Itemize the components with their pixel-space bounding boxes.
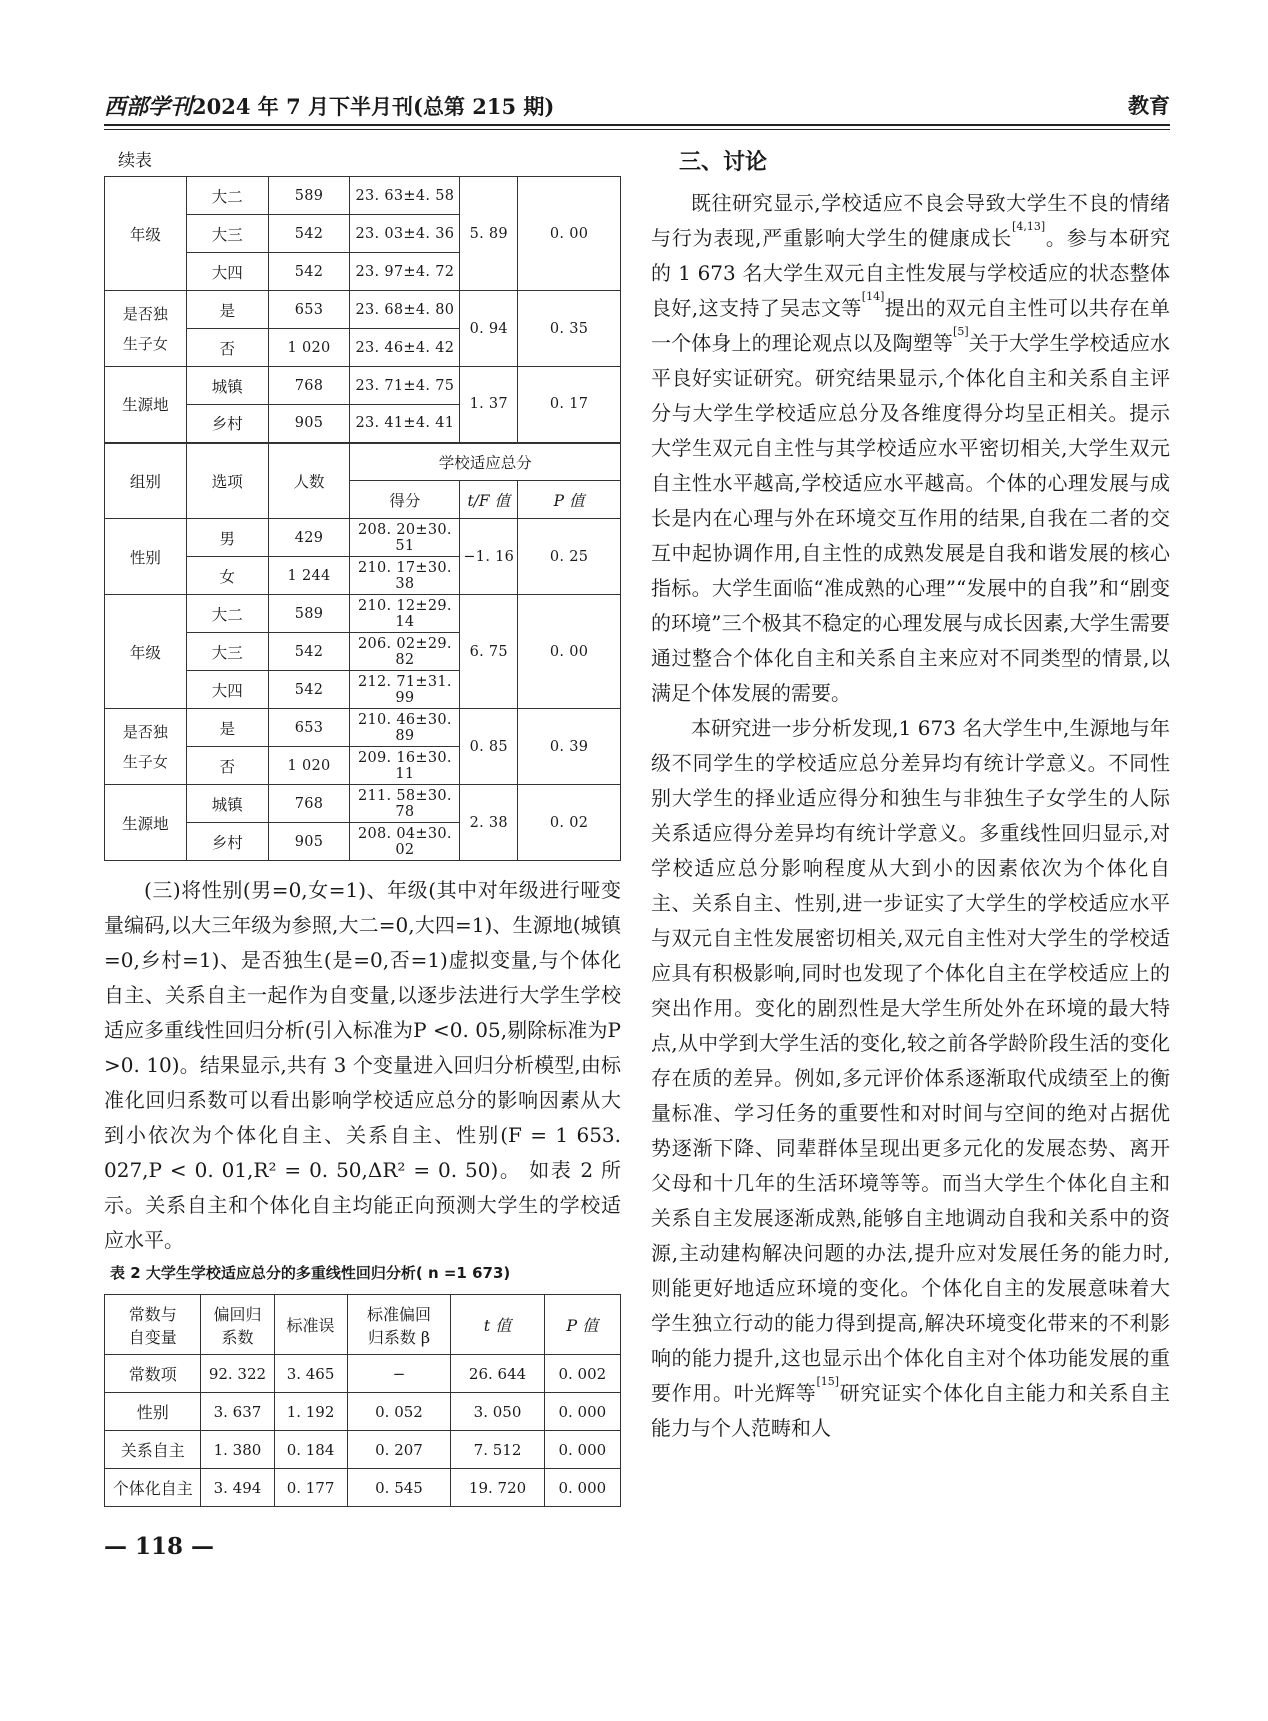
table-continued-label: 续表 (118, 151, 152, 171)
count-cell: 542 (268, 253, 350, 291)
tf-value-cell: 1. 37 (460, 367, 518, 443)
regression-paragraph: (三)将性别(男=0,女=1)、年级(其中对年级进行哑变量编码,以大三年级为参照,大二=0,大四=1)、生源地(城镇=0,乡村=1)、是否独生(是=0,否=1)虚拟变量,与个体化自主、关系自主一起作为自变量,以逐步法进行大学生学校适应多重线性回归分析(引入标准为P <0. 05,剔除标准为P >0. 10)。结果显示,共有 3 个变量进入回归分析模型,由标准化回归系数可以看出影响学校适应总分的影响因素从大到小依次为个体化自主、关系自主、性别(F = 1 653. 027,P < 0. 01,R² = 0. 50,ΔR² = 0. 50)。 如表 2 所示。关系自主和个体化自主均能正向预测大学生的学校适应水平。 (104, 878, 621, 1252)
option-cell: 大四 (186, 671, 268, 709)
p-value-cell: 0. 00 (518, 595, 621, 709)
score-cell: 206. 02±29. 82 (350, 633, 460, 671)
score-cell: 210. 12±29. 14 (350, 595, 460, 633)
tf-value-cell: −1. 16 (460, 519, 518, 595)
option-cell: 大三 (186, 633, 268, 671)
option-cell: 否 (186, 329, 268, 367)
col-header-total: 学校适应总分 (350, 443, 621, 481)
option-cell: 大三 (186, 215, 268, 253)
p-value-cell: 0. 02 (518, 785, 621, 861)
group-cell: 是否独 生子女 (105, 709, 187, 785)
value-cell: 26. 644 (451, 1355, 544, 1393)
discussion-paragraph-2: 本研究进一步分析发现,1 673 名大学生中,生源地与年级不同学生的学校适应总分差异均有统计学意义。不同性别大学生的择业适应得分和独生与非独生子女学生的人际关系适应得分差异均有统计学意义。多重线性回归显示,对学校适应总分影响程度从大到小的因素依次为个体化自主、关系自主、性别,进一步证实了大学生的学校适应水平与双元自主性发展密切相关,双元自主性对大学生的学校适应具有积极影响,同时也发现了个体化自主在学校适应上的突出作用。变化的剧烈性是大学生所处外在环境的最大特点,从中学到大学生活的变化,较之前各学龄阶段生活的变化存在质的差异。例如,多元评价体系逐渐取代成绩至上的衡量标准、学习任务的重要性和对时间与空间的绝对占据优势逐渐下降、同辈群体呈现出更多元化的发展态势、离开父母和十几年的生活环境等等。而当大学生个体化自主和关系自主发展逐渐成熟,能够自主地调动自我和关系中的资源,主动建构解决问题的办法,提升应对发展任务的能力时,则能更好地适应环境的变化。个体化自主的发展意味着大学生独立行动的能力得到提高,解决环境变化带来的不利影响的能力提升,这也显示出个体化自主对个体功能发展的重要作用。叶光辉等[15]研究证实个体化自主能力和关系自主能力与个人范畴和人 (651, 716, 1170, 1440)
section-heading: 三、讨论 (679, 150, 768, 175)
count-cell: 1 244 (268, 557, 350, 595)
section-label: 教育 (1128, 94, 1170, 118)
count-cell: 589 (268, 177, 350, 215)
count-cell: 1 020 (268, 329, 350, 367)
tf-value-cell: 0. 94 (460, 291, 518, 367)
col-header-option: 选项 (186, 443, 268, 519)
col-header-tf: t/F 值 (460, 481, 518, 519)
score-cell: 208. 20±30. 51 (350, 519, 460, 557)
value-cell: 0. 545 (347, 1469, 451, 1507)
score-cell: 23. 68±4. 80 (350, 291, 460, 329)
value-cell: 0. 177 (274, 1469, 347, 1507)
discussion-paragraph-1: 既往研究显示,学校适应不良会导致大学生不良的情绪与行为表现,严重影响大学生的健康成长[4,13]。参与本研究的 1 673 名大学生双元自主性发展与学校适应的状态整体良好,这支持了吴志文等[14]提出的双元自主性可以共存在单一个体身上的理论观点以及陶塑等[5]关于大学生学校适应水平良好实证研究。研究结果显示,个体化自主和关系自主评分与大学生学校适应总分及各维度得分均呈正相关。提示大学生双元自主性与其学校适应水平密切相关,大学生双元自主性水平越高,学校适应水平越高。个体的心理发展与成长是内在心理与外在环境交互作用的结果,自我在二者的交互中起协调作用,自主性的成熟发展是自我和谐发展的核心指标。大学生面临“准成熟的心理”“发展中的自我”和“剧变的环境”三个极其不稳定的心理发展与成长因素,大学生需要通过整合个体化自主和关系自主来应对不同类型的情景,以满足个体发展的需要。 (651, 191, 1171, 705)
value-cell: 3. 465 (274, 1355, 347, 1393)
count-cell: 768 (268, 367, 350, 405)
table-row (105, 367, 621, 405)
tf-value-cell: 0. 85 (460, 709, 518, 785)
t2-col-header: 标准偏回 归系数 β (347, 1295, 451, 1355)
value-cell: 0. 184 (274, 1431, 347, 1469)
p-value-cell: 0. 00 (518, 177, 621, 291)
table-row (105, 1431, 621, 1469)
value-cell: 0. 002 (544, 1355, 620, 1393)
option-cell: 乡村 (186, 405, 268, 443)
score-cell: 212. 71±31. 99 (350, 671, 460, 709)
option-cell: 大二 (186, 177, 268, 215)
group-cell: 生源地 (105, 785, 187, 861)
table-row (105, 1355, 621, 1393)
t2-col-header: P 值 (544, 1295, 620, 1355)
option-cell: 大四 (186, 253, 268, 291)
table-row (105, 1469, 621, 1507)
score-cell: 23. 71±4. 75 (350, 367, 460, 405)
score-cell: 208. 04±30. 02 (350, 823, 460, 861)
value-cell: 3. 494 (201, 1469, 274, 1507)
header-rule-thin (104, 129, 1170, 130)
score-cell: 23. 63±4. 58 (350, 177, 460, 215)
count-cell: 589 (268, 595, 350, 633)
col-header-p: P 值 (518, 481, 621, 519)
col-header-count: 人数 (268, 443, 350, 519)
t2-col-header: 标准误 (274, 1295, 347, 1355)
right-column (651, 142, 1170, 1446)
option-cell: 乡村 (186, 823, 268, 861)
col-header-score: 得分 (350, 481, 460, 519)
variable-cell: 常数项 (105, 1355, 201, 1393)
table1-continued (104, 176, 621, 861)
score-cell: 23. 41±4. 41 (350, 405, 460, 443)
group-cell: 是否独 生子女 (105, 291, 187, 367)
score-cell: 211. 58±30. 78 (350, 785, 460, 823)
col-header-group: 组别 (105, 443, 187, 519)
option-cell: 大二 (186, 595, 268, 633)
count-cell: 429 (268, 519, 350, 557)
t2-col-header: 偏回归 系数 (201, 1295, 274, 1355)
value-cell: 3. 637 (201, 1393, 274, 1431)
journal-issue: 2024 年 7 月下半月刊(总第 215 期) (192, 94, 555, 119)
table-row (105, 177, 621, 215)
group-cell: 性别 (105, 519, 187, 595)
table-row (105, 595, 621, 633)
variable-cell: 关系自主 (105, 1431, 201, 1469)
value-cell: 1. 380 (201, 1431, 274, 1469)
page-number: — 118 — (104, 1533, 215, 1560)
table-row (105, 785, 621, 823)
t2-col-header: t 值 (451, 1295, 544, 1355)
count-cell: 905 (268, 405, 350, 443)
value-cell: 0. 207 (347, 1431, 451, 1469)
count-cell: 542 (268, 633, 350, 671)
option-cell: 城镇 (186, 785, 268, 823)
count-cell: 1 020 (268, 747, 350, 785)
page-header (104, 90, 1170, 126)
p-value-cell: 0. 39 (518, 709, 621, 785)
table2-caption: 表 2 大学生学校适应总分的多重线性回归分析( n =1 673) (110, 1264, 511, 1282)
tf-value-cell: 2. 38 (460, 785, 518, 861)
tf-value-cell: 6. 75 (460, 595, 518, 709)
t2-col-header: 常数与 自变量 (105, 1295, 201, 1355)
group-cell: 年级 (105, 177, 187, 291)
value-cell: 92. 322 (201, 1355, 274, 1393)
value-cell: 0. 052 (347, 1393, 451, 1431)
count-cell: 768 (268, 785, 350, 823)
tf-value-cell: 5. 89 (460, 177, 518, 291)
value-cell: 3. 050 (451, 1393, 544, 1431)
table-row (105, 519, 621, 557)
group-cell: 年级 (105, 595, 187, 709)
option-cell: 是 (186, 709, 268, 747)
value-cell: 1. 192 (274, 1393, 347, 1431)
journal-title (104, 90, 554, 121)
journal-logo: 西部学刊 (104, 94, 193, 120)
count-cell: 542 (268, 671, 350, 709)
table-row (105, 1393, 621, 1431)
p-value-cell: 0. 35 (518, 291, 621, 367)
count-cell: 653 (268, 709, 350, 747)
count-cell: 653 (268, 291, 350, 329)
value-cell: − (347, 1355, 451, 1393)
score-cell: 209. 16±30. 11 (350, 747, 460, 785)
group-cell: 生源地 (105, 367, 187, 443)
value-cell: 19. 720 (451, 1469, 544, 1507)
score-cell: 23. 97±4. 72 (350, 253, 460, 291)
value-cell: 7. 512 (451, 1431, 544, 1469)
option-cell: 城镇 (186, 367, 268, 405)
count-cell: 542 (268, 215, 350, 253)
option-cell: 否 (186, 747, 268, 785)
table-row (105, 709, 621, 747)
header-rule (104, 124, 1170, 126)
value-cell: 0. 000 (544, 1393, 620, 1431)
value-cell: 0. 000 (544, 1431, 620, 1469)
option-cell: 是 (186, 291, 268, 329)
score-cell: 210. 17±30. 38 (350, 557, 460, 595)
score-cell: 210. 46±30. 89 (350, 709, 460, 747)
variable-cell: 个体化自主 (105, 1469, 201, 1507)
left-column (104, 142, 621, 1560)
option-cell: 女 (186, 557, 268, 595)
p-value-cell: 0. 17 (518, 367, 621, 443)
value-cell: 0. 000 (544, 1469, 620, 1507)
score-cell: 23. 46±4. 42 (350, 329, 460, 367)
variable-cell: 性别 (105, 1393, 201, 1431)
score-cell: 23. 03±4. 36 (350, 215, 460, 253)
count-cell: 905 (268, 823, 350, 861)
table2 (104, 1294, 621, 1507)
p-value-cell: 0. 25 (518, 519, 621, 595)
table-row (105, 291, 621, 329)
option-cell: 男 (186, 519, 268, 557)
